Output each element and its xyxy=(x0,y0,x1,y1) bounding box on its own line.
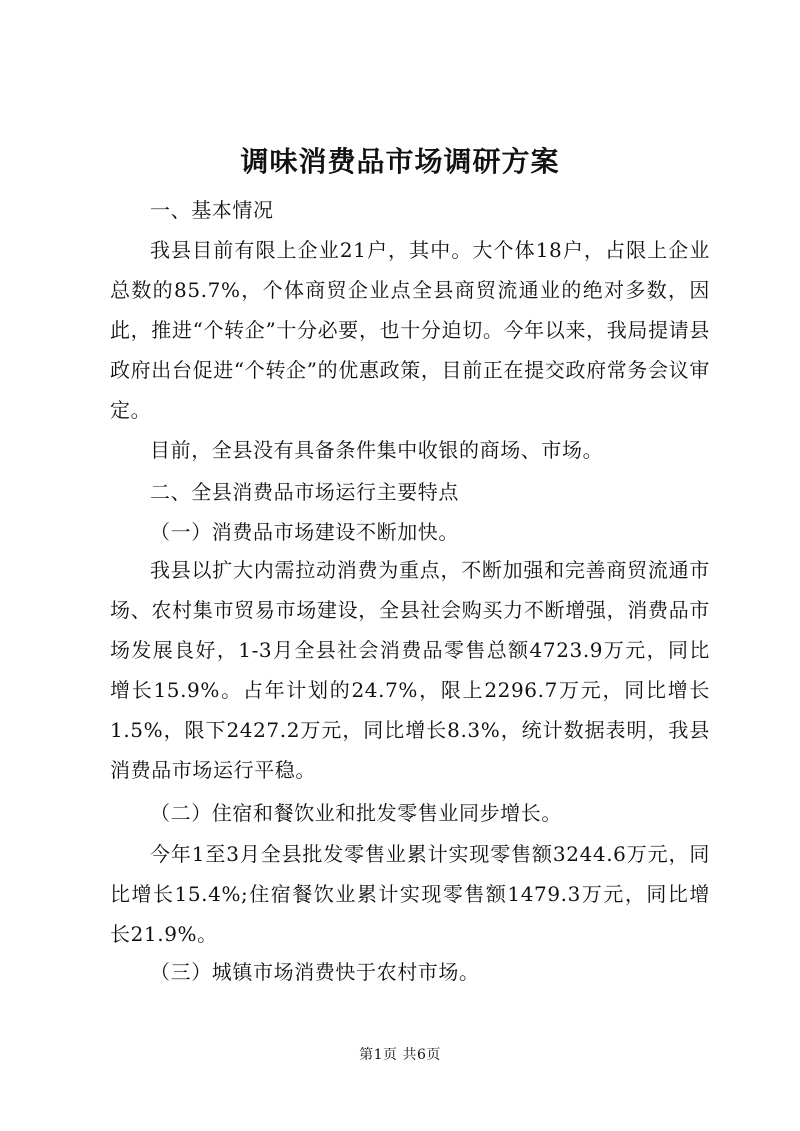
paragraph-lodging-catering: 今年1至3月全县批发零售业累计实现零售额3244.6万元，同比增长15.4%;住宿餐饮业累计实现零售额1479.3万元，同比增长21.9%。 xyxy=(110,842,710,946)
paragraph-enterprise-status: 我县目前有限上企业21户，其中。大个体18户，占限上企业总数的85.7%，个体商贸企业点全县商贸流通业的绝对多数，因此，推进“个转企”十分必要，也十分迫切。今年以来，我局提请县政府出台促进“个转企”的优惠政策，目前正在提交政府常务会议审定。 xyxy=(110,238,710,422)
section-heading-features: 二、全县消费品市场运行主要特点 xyxy=(150,480,459,504)
subheading-market-construction: （一）消费品市场建设不断加快。 xyxy=(150,520,459,544)
paragraph-cash-register: 目前，全县没有具备条件集中收银的商场、市场。 xyxy=(150,438,604,462)
paragraph-market-construction: 我县以扩大内需拉动消费为重点，不断加强和完善商贸流通市场、农村集市贸易市场建设，全县社会购买力不断增强，消费品市场发展良好，1-3月全县社会消费品零售总额4723.9万元，同比增长15.9%。占年计划的24.7%，限上2296.7万元，同比增长1.5%，限下2427.2万元，同比增长8.3%，统计数据表明，我县消费品市场运行平稳。 xyxy=(110,558,710,782)
page-number-footer: 第1页 共6页 xyxy=(359,1047,441,1063)
document-title: 调味消费品市场调研方案 xyxy=(240,145,560,178)
section-heading-basic: 一、基本情况 xyxy=(150,198,274,222)
subheading-urban-market: （三）城镇市场消费快于农村市场。 xyxy=(150,960,480,984)
subheading-lodging-catering: （二）住宿和餐饮业和批发零售业同步增长。 xyxy=(150,801,562,825)
